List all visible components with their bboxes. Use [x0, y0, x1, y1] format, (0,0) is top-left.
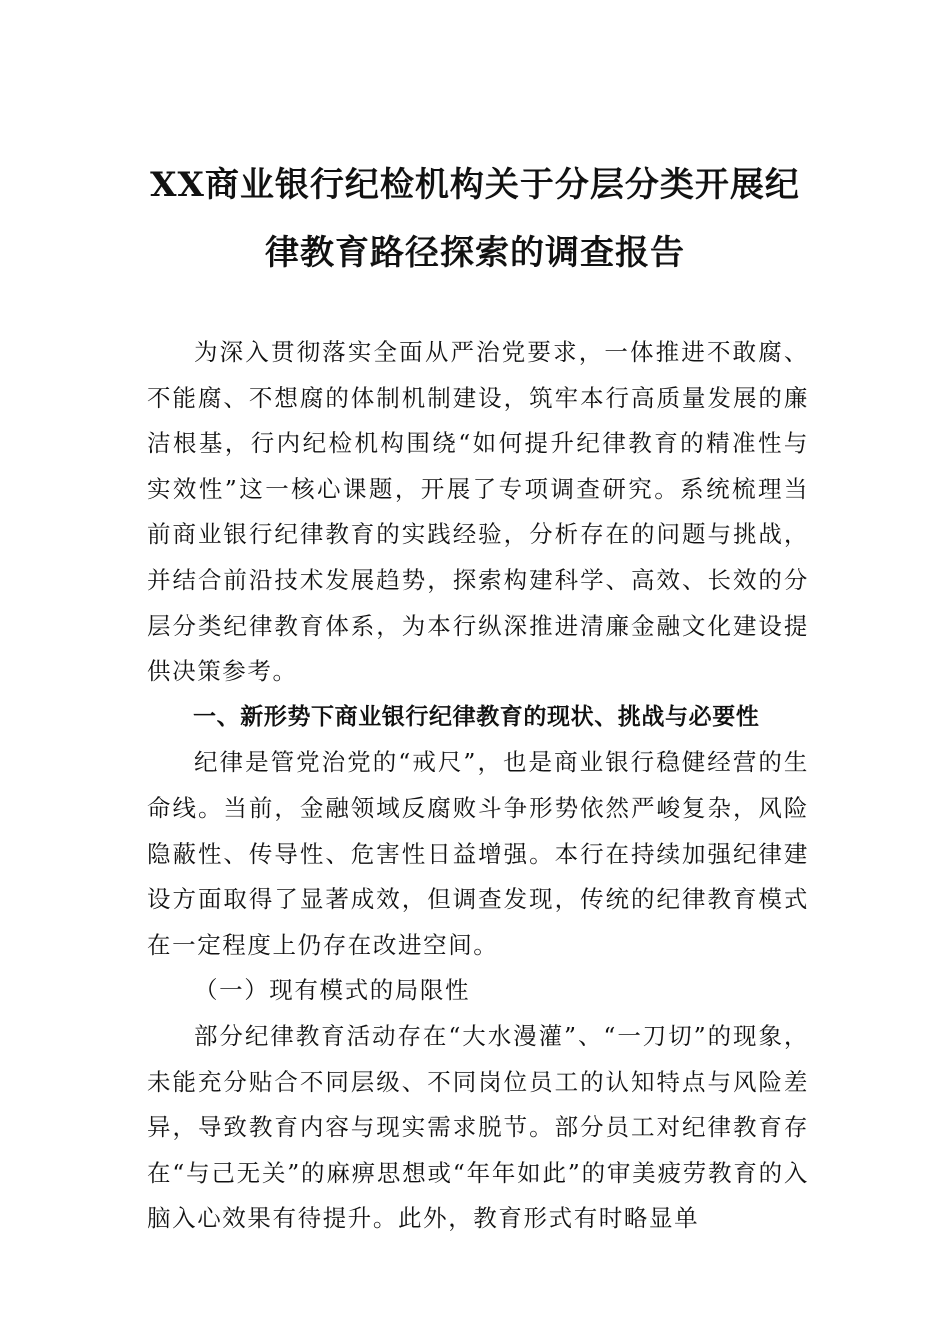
section-1-heading: 一、新形势下商业银行纪律教育的现状、挑战与必要性 — [193, 703, 760, 730]
document-body — [147, 330, 809, 1242]
subsection-1-paragraph: 部分纪律教育活动存在“大水漫灌”、“一刀切”的现象，未能充分贴合不同层级、不同岗位员工的认知特点与风险差异，导致教育内容与现实需求脱节。部分员工对纪律教育存在“与己无关”的麻痹思想或“年年如此”的审美疲劳教育的入脑入心效果有待提升。此外，教育形式有时略显单 — [147, 1021, 809, 1233]
document-title-line-2: 律教育路径探索的调查报告 — [265, 233, 685, 273]
subsection-1-heading: （一）现有模式的局限性 — [194, 976, 471, 1005]
section-1-paragraph: 纪律是管党治党的“戒尺”，也是商业银行稳健经营的生命线。当前，金融领域反腐败斗争形势依然严峻复杂，风险隐蔽性、传导性、危害性日益增强。本行在持续加强纪律建设方面取得了显著成效，但调查发现，传统的纪律教育模式在一定程度上仍存在改进空间。 — [147, 748, 809, 959]
document-title-line-1: XX商业银行纪检机构关于分层分类开展纪 — [150, 165, 800, 205]
intro-paragraph: 为深入贯彻落实全面从严治党要求，一体推进不敢腐、不能腐、不想腐的体制机制建设，筑牢本行高质量发展的廉洁根基，行内纪检机构围绕“如何提升纪律教育的精准性与实效性”这一核心课题，开展了专项调查研究。系统梳理当前商业银行纪律教育的实践经验，分析存在的问题与挑战，并结合前沿技术发展趋势，探索构建科学、高效、长效的分层分类纪律教育体系，为本行纵深推进清廉金融文化建设提供决策参考。 — [147, 338, 809, 686]
